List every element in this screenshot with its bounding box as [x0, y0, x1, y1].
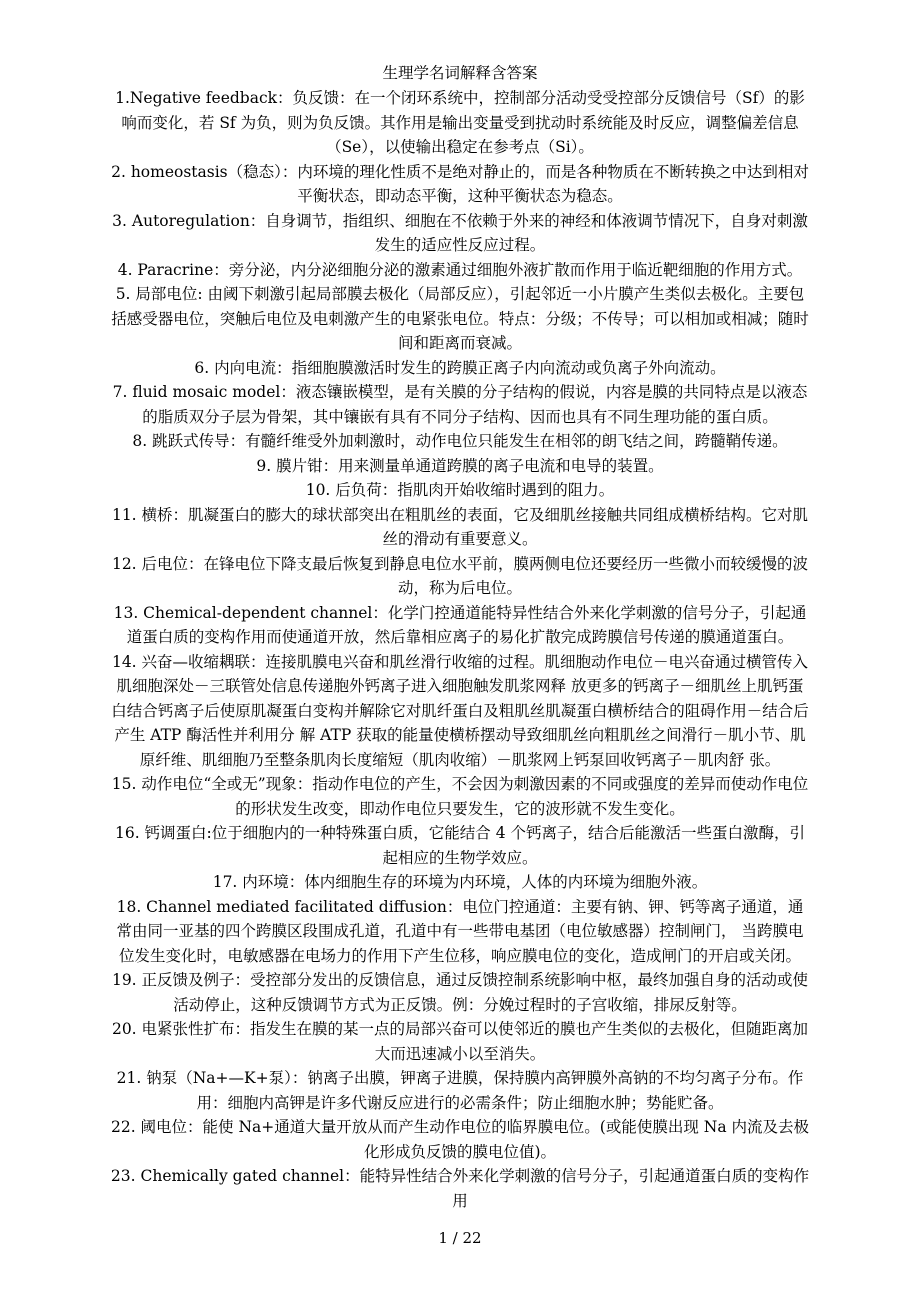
- entry-23: 23. Chemically gated channel：能特异性结合外来化学刺激的信号分子，引起通道蛋白质的变构作用: [110, 1167, 810, 1210]
- entry-16: 16. 钙调蛋白:位于细胞内的一种特殊蛋白质，它能结合 4 个钙离子，结合后能激活一些蛋白激酶，引起相应的生物学效应。: [114, 824, 806, 867]
- entry-2: 2. homeostasis（稳态）：内环境的理化性质不是绝对静止的，而是各种物质在不断转换之中达到相对平衡状态，即动态平衡，这种平衡状态为稳态。: [111, 162, 809, 205]
- entry-22: 22. 阈电位：能使 Na+通道大量开放从而产生动作电位的临界膜电位。(或能使膜出现 Na 内流及去极化形成负反馈的膜电位值)。: [110, 1118, 809, 1161]
- entry-6: 6. 内向电流：指细胞膜激活时发生的跨膜正离子内向流动或负离子外向流动。: [194, 358, 726, 377]
- entry-8: 8. 跳跃式传导：有髓纤维受外加刺激时，动作电位只能发生在相邻的朗飞结之间，跨髓鞘传递。: [132, 432, 788, 450]
- entry-4: 4. Paracrine：旁分泌，内分泌细胞分泌的激素通过细胞外液扩散而作用于临近靶细胞的作用方式。: [117, 260, 803, 279]
- entry-19: 19. 正反馈及例子：受控部分发出的反馈信息，通过反馈控制系统影响中枢，最终加强自身的活动或使活动停止，这种反馈调节方式为正反馈。例：分娩过程时的子宫收缩，排尿反射等。: [111, 971, 809, 1014]
- entry-7: 7. fluid mosaic model：液态镶嵌模型，是有关膜的分子结构的假说，内容是膜的共同特点是以液态的脂质双分子层为骨架，其中镶嵌有具有不同分子结构、因而也具有不同生理功能的蛋白质。: [112, 383, 808, 426]
- entry-20: 20. 电紧张性扩布：指发生在膜的某一点的局部兴奋可以使邻近的膜也产生类似的去极化，但随距离加大而迅速减小以至消失。: [111, 1020, 809, 1063]
- entry-1: 1.Negative feedback：负反馈：在一个闭环系统中，控制部分活动受受控部分反馈信号（Sf）的影响而变化，若 Sf 为负，则为负反馈。其作用是输出变量受到扰动时系统能及时反应，调整偏差信息（Se），以使输出稳定在参考点（Si）。: [115, 89, 805, 156]
- entry-3: 3. Autoregulation：自身调节，指组织、细胞在不依赖于外来的神经和体液调节情况下，自身对刺激发生的适应性反应过程。: [112, 211, 808, 254]
- document-title: 生理学名词解释含答案: [382, 64, 538, 82]
- entries-list: [110, 86, 810, 1213]
- entry-10: 10. 后负荷：指肌肉开始收缩时遇到的阻力。: [305, 481, 615, 499]
- entry-21: 21. 钠泵（Na+—K+泵）：钠离子出膜，钾离子进膜，保持膜内高钾膜外高钠的不均匀离子分布。作用：细胞内高钾是许多代谢反应进行的必需条件；防止细胞水肿；势能贮备。: [116, 1069, 804, 1112]
- entry-14: 14. 兴奋—收缩耦联：连接肌膜电兴奋和肌丝滑行收缩的过程。肌细胞动作电位－电兴奋通过横管传入肌细胞深处－三联管处信息传递胞外钙离子进入细胞触发肌浆网释 放更多的钙离子－细肌丝上肌钙蛋白结合钙离子后使原肌凝蛋白变构并解除它对肌纤蛋白及粗肌丝肌凝蛋白横桥结合的阻碍作用－结合后产生 ATP 酶活性并利用分 解 ATP 获取的能量使横桥摆动导致细肌丝向粗肌丝之间滑行－肌小节、肌原纤维、肌细胞乃至整条肌肉长度缩短（肌肉收缩）－肌浆网上钙泵回收钙离子－肌肉舒 张。: [111, 652, 809, 769]
- entry-13: 13. Chemical-dependent channel：化学门控通道能特异性结合外来化学刺激的信号分子，引起通道蛋白质的变构作用而使通道开放，然后靠相应离子的易化扩散完成跨膜信号传递的膜通道蛋白。: [113, 603, 807, 646]
- entry-11: 11. 横桥：肌凝蛋白的膨大的球状部突出在粗肌丝的表面，它及细肌丝接触共同组成横桥结构。它对肌丝的滑动有重要意义。: [111, 505, 809, 548]
- entry-15: 15. 动作电位“全或无”现象：指动作电位的产生，不会因为刺激因素的不同或强度的差异而使动作电位的形状发生改变，即动作电位只要发生，它的波形就不发生变化。: [111, 775, 809, 818]
- page-number: 1 / 22: [438, 1229, 482, 1247]
- entry-18: 18. Channel mediated facilitated diffusion：电位门控通道：主要有钠、钾、钙等离子通道，通常由同一亚基的四个跨膜区段围成孔道，孔道中有一些带电基团（电位敏感器）控制闸门， 当跨膜电位发生变化时，电敏感器在电场力的作用下产生位移，响应膜电位的变化，造成闸门的开启或关闭。: [116, 897, 804, 965]
- entry-17: 17. 内环境：体内细胞生存的环境为内环境，人体的内环境为细胞外液。: [212, 873, 708, 891]
- entry-12: 12. 后电位：在锋电位下降支最后恢复到静息电位水平前，膜两侧电位还要经历一些微小而较缓慢的波动，称为后电位。: [111, 554, 809, 597]
- entry-5: 5. 局部电位: 由阈下刺激引起局部膜去极化（局部反应），引起邻近一小片膜产生类似去极化。主要包括感受器电位，突触后电位及电刺激产生的电紧张电位。特点：分级；不传导；可以相加或相减；随时间和距离而衰减。: [111, 285, 809, 352]
- entry-9: 9. 膜片钳：用来测量单通道跨膜的离子电流和电导的装置。: [256, 456, 664, 475]
